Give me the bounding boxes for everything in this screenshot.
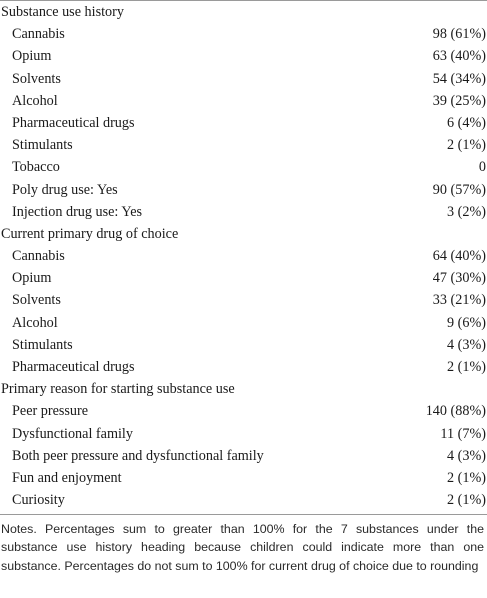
section-header: Primary reason for starting substance use xyxy=(0,378,487,400)
row-value: 33 (21%) xyxy=(432,292,486,309)
row-value: 47 (30%) xyxy=(432,270,486,287)
row-value: 140 (88%) xyxy=(425,403,486,420)
row-label: Stimulants xyxy=(12,336,73,353)
row-value: 4 (3%) xyxy=(446,336,486,353)
row-label: Tobacco xyxy=(12,159,60,176)
row-label: Cannabis xyxy=(12,248,65,265)
table-row xyxy=(0,356,487,378)
row-label: Poly drug use: Yes xyxy=(12,181,118,198)
section-header: Current primary drug of choice xyxy=(0,223,487,245)
table-row xyxy=(0,245,487,267)
table-row xyxy=(0,23,487,45)
row-value: 2 (1%) xyxy=(446,492,486,509)
table-row xyxy=(0,467,487,489)
table-row xyxy=(0,156,487,178)
row-value: 98 (61%) xyxy=(432,26,486,43)
section-current-primary-drug xyxy=(0,223,487,378)
table-row xyxy=(0,312,487,334)
row-value: 3 (2%) xyxy=(446,203,486,220)
table-row xyxy=(0,445,487,467)
row-value: 4 (3%) xyxy=(446,447,486,464)
table-row xyxy=(0,45,487,67)
row-label: Pharmaceutical drugs xyxy=(12,359,135,375)
row-label: Fun and enjoyment xyxy=(12,469,122,486)
row-value: 9 (6%) xyxy=(446,314,486,331)
table-row xyxy=(0,334,487,356)
row-value: 2 (1%) xyxy=(446,469,486,486)
row-label: Cannabis xyxy=(12,26,65,43)
table-row xyxy=(0,201,487,223)
row-label: Opium xyxy=(12,270,52,287)
table-row xyxy=(0,400,487,422)
table-row xyxy=(0,112,487,134)
row-value: 11 (7%) xyxy=(440,425,486,442)
row-label: Solvents xyxy=(12,70,61,87)
section-substance-use-history xyxy=(0,1,487,223)
table-row xyxy=(0,134,487,156)
row-value: 2 (1%) xyxy=(446,137,486,154)
row-label: Opium xyxy=(12,48,52,65)
table-row xyxy=(0,423,487,445)
row-value: 6 (4%) xyxy=(446,114,486,131)
row-label: Solvents xyxy=(12,292,61,309)
table-row xyxy=(0,179,487,201)
row-value: 0 xyxy=(478,159,486,176)
row-label: Alcohol xyxy=(12,314,58,331)
row-label: Dysfunctional family xyxy=(12,425,133,442)
row-label: Both peer pressure and dysfunctional family xyxy=(12,447,264,464)
table-row xyxy=(0,289,487,311)
row-value: 54 (34%) xyxy=(432,70,486,87)
row-label: Curiosity xyxy=(12,492,65,509)
row-value: 2 (1%) xyxy=(446,359,486,375)
row-value: 90 (57%) xyxy=(432,181,486,198)
row-label: Stimulants xyxy=(12,137,73,154)
table-row xyxy=(0,68,487,90)
table-row xyxy=(0,90,487,112)
row-value: 39 (25%) xyxy=(432,92,486,109)
row-label: Injection drug use: Yes xyxy=(12,203,143,220)
row-label: Alcohol xyxy=(12,92,58,109)
section-primary-reason xyxy=(0,378,487,511)
row-label: Pharmaceutical drugs xyxy=(12,114,135,131)
section-header: Substance use history xyxy=(0,1,487,23)
table-notes: Notes. Percentages sum to greater than 100% for the 7 substances under the substance use history heading because children could indicate more than one substance. Percentages do not sum to 100% for current drug of choice due to rounding xyxy=(0,514,487,598)
row-value: 64 (40%) xyxy=(432,248,486,265)
row-label: Peer pressure xyxy=(12,403,89,420)
table-row xyxy=(0,267,487,289)
row-value: 63 (40%) xyxy=(432,48,486,65)
table-row xyxy=(0,489,487,511)
